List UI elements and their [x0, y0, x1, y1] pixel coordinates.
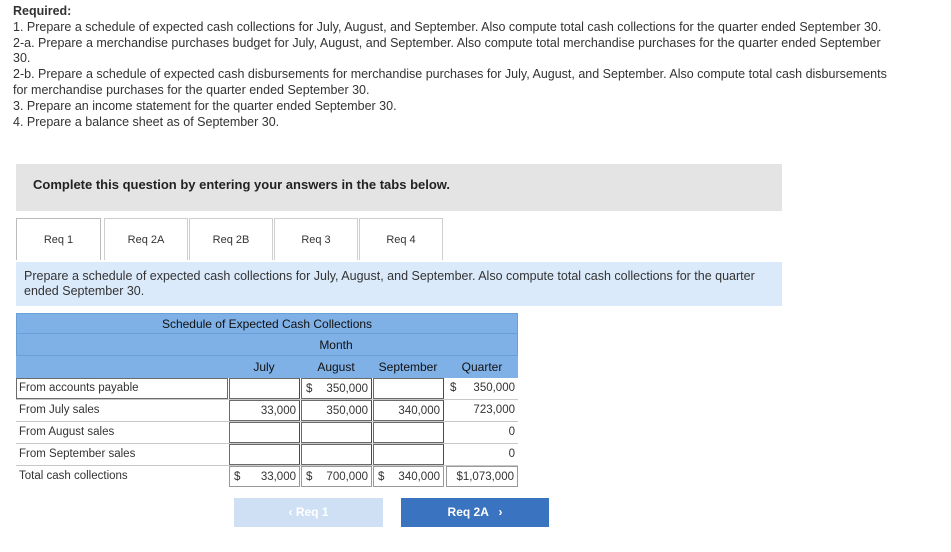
- table-row: [16, 422, 518, 444]
- month-header: Month: [319, 338, 353, 352]
- august-value: 350,000: [326, 383, 368, 395]
- required-line-2a: 2-a. Prepare a merchandise purchases budget for July, August, and September. Also compute total merchandise purchases for the quarter ended September 30.: [13, 35, 881, 66]
- required-section: [13, 4, 893, 130]
- august-input[interactable]: [301, 444, 372, 465]
- prev-req-button[interactable]: [234, 498, 383, 527]
- table-row: [16, 444, 518, 466]
- quarter-total: 0: [508, 426, 515, 438]
- currency-symbol: $: [234, 471, 241, 483]
- tab-req-1[interactable]: Req 1: [16, 218, 101, 260]
- tab-req-2a[interactable]: Req 2A: [104, 218, 188, 260]
- august-total-value: 700,000: [326, 471, 368, 483]
- col-september: September: [378, 360, 438, 374]
- september-input[interactable]: 340,000: [373, 400, 444, 421]
- instruction-text: Prepare a schedule of expected cash collections for July, August, and September. Also compute total cash collections for the quarter ended September 30.: [24, 269, 755, 298]
- col-quarter: Quarter: [461, 360, 503, 374]
- august-total: [301, 466, 372, 487]
- table-row: [16, 378, 518, 400]
- total-row: [16, 466, 518, 488]
- row-label: From July sales: [19, 404, 100, 416]
- july-input[interactable]: [229, 378, 300, 399]
- september-total-value: 340,000: [398, 471, 440, 483]
- next-label: Req 2A: [447, 505, 489, 519]
- july-total: [229, 466, 300, 487]
- tab-instruction: [16, 262, 782, 306]
- august-input[interactable]: [301, 422, 372, 443]
- row-label: From accounts payable: [19, 382, 139, 394]
- quarter-value: 350,000: [473, 382, 515, 394]
- required-heading: Required:: [13, 4, 72, 18]
- august-input[interactable]: 350,000: [301, 400, 372, 421]
- instructions-banner: [16, 164, 782, 211]
- month-header-row: [16, 334, 518, 356]
- september-input[interactable]: [373, 422, 444, 443]
- july-input[interactable]: 33,000: [229, 400, 300, 421]
- quarter-total: 723,000: [473, 404, 515, 416]
- quarter-total: 0: [508, 448, 515, 460]
- required-line-2b: 2-b. Prepare a schedule of expected cash disbursements for merchandise purchases for July, August, and September. Also compute total cash disbursements for merchandise purchases for the quarter ended September 30.: [13, 67, 887, 97]
- required-line-4: 4. Prepare a balance sheet as of September 30.: [13, 114, 280, 129]
- september-total: [373, 466, 444, 487]
- september-input[interactable]: [373, 444, 444, 465]
- currency-symbol: $: [306, 383, 313, 395]
- tab-req-3[interactable]: Req 3: [274, 218, 358, 260]
- quarter-total: $1,073,000: [446, 466, 518, 487]
- july-total-value: 33,000: [260, 471, 296, 483]
- required-line-3: 3. Prepare an income statement for the quarter ended September 30.: [13, 98, 397, 113]
- tab-req-2b[interactable]: Req 2B: [189, 218, 273, 260]
- required-line-1: 1. Prepare a schedule of expected cash collections for July, August, and September. Also compute total cash collections for the quarter ended September 30.: [13, 19, 882, 34]
- quarter-total: [446, 378, 518, 399]
- currency-symbol: $: [450, 382, 457, 394]
- column-header-row: [16, 356, 518, 378]
- next-req-button[interactable]: [401, 498, 549, 527]
- row-label: From August sales: [19, 426, 115, 438]
- row-label: Total cash collections: [19, 470, 128, 482]
- chevron-right-icon: ›: [491, 505, 503, 519]
- currency-symbol: $: [378, 471, 385, 483]
- prev-label: Req 1: [295, 505, 329, 519]
- currency-symbol: $: [306, 471, 313, 483]
- row-label: From September sales: [19, 448, 136, 460]
- col-july: July: [253, 360, 275, 374]
- banner-text: Complete this question by entering your answers in the tabs below.: [33, 177, 451, 192]
- chevron-left-icon: ‹: [288, 505, 293, 519]
- table-row: [16, 400, 518, 422]
- tab-bar: [16, 218, 782, 260]
- col-august: August: [317, 360, 355, 374]
- tab-req-4[interactable]: Req 4: [359, 218, 443, 260]
- august-input[interactable]: [301, 378, 372, 399]
- september-input[interactable]: [373, 378, 444, 399]
- july-input[interactable]: [229, 422, 300, 443]
- july-input[interactable]: [229, 444, 300, 465]
- schedule-title: Schedule of Expected Cash Collections: [16, 313, 518, 334]
